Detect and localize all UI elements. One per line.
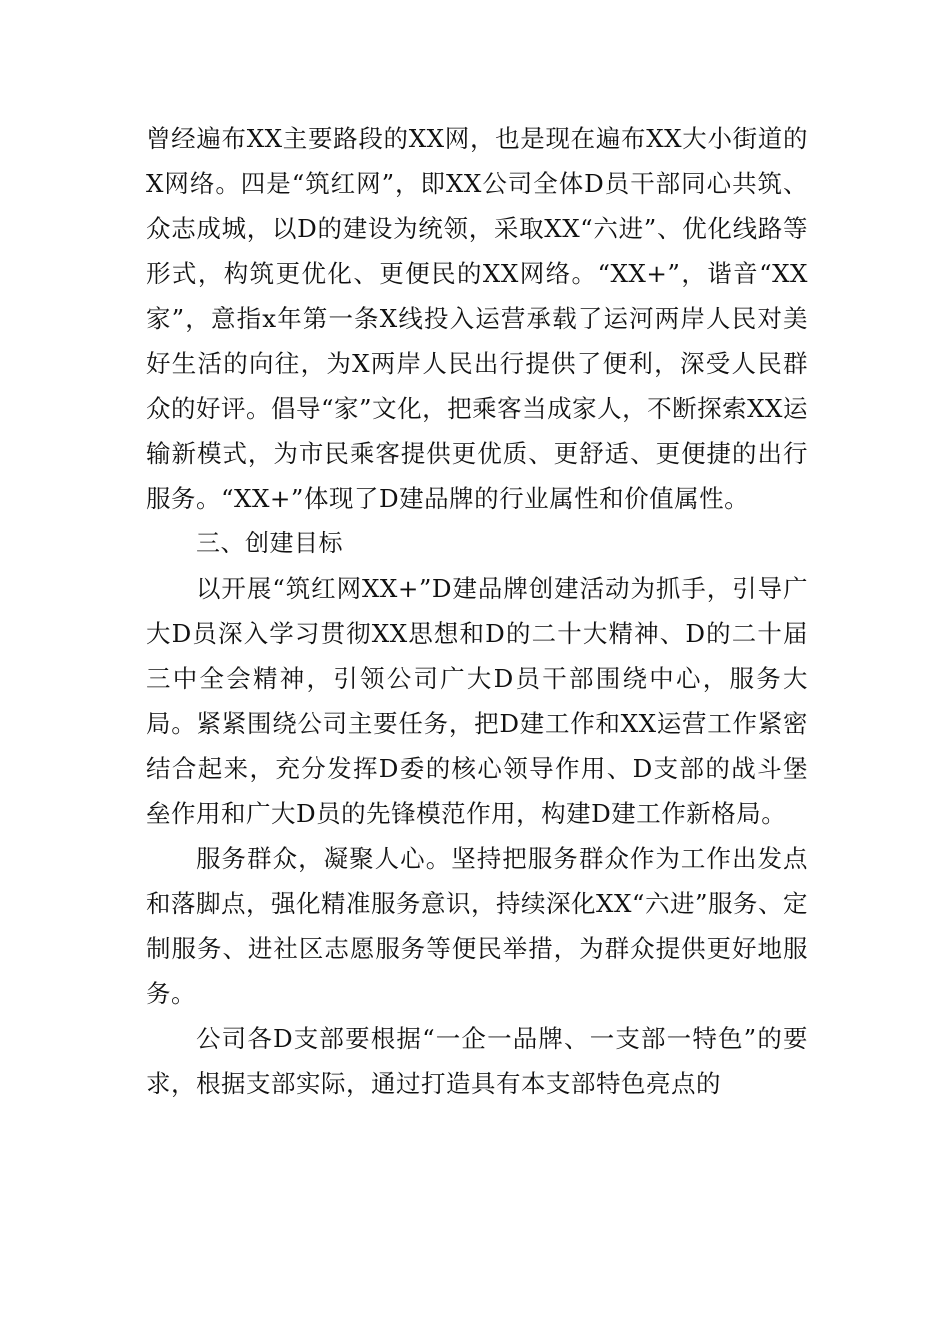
document-body xyxy=(146,116,808,1106)
section-heading: 三、创建目标 xyxy=(196,529,343,557)
paragraph-continued: 曾经遍布XX主要路段的XX网，也是现在遍布XX大小街道的X网络。四是“筑红网”，即XX公司全体D员干部同心共筑、众志成城，以D的建设为统领，采取XX“六进”、优化线路等形式，构筑更优化、更便民的XX网络。“XX+”，谐音“XX家”，意指x年第一条X线投入运营承载了运河两岸人民对美好生活的向往，为X两岸人民出行提供了便利，深受人民群众的好评。倡导“家”文化，把乘客当成家人，不断探索XX运输新模式，为市民乘客提供更优质、更舒适、更便捷的出行服务。“XX+”体现了D建品牌的行业属性和价值属性。 xyxy=(146,124,808,513)
paragraph-serve-masses: 服务群众，凝聚人心。坚持把服务群众作为工作出发点和落脚点，强化精准服务意识，持续深化XX“六进”服务、定制服务、进社区志愿服务等便民举措，为群众提供更好地服务。 xyxy=(146,844,808,1008)
paragraph-goal-intro: 以开展“筑红网XX+”D建品牌创建活动为抓手，引导广大D员深入学习贯彻XX思想和D的二十大精神、D的二十届三中全会精神，引领公司广大D员干部围绕中心，服务大局。紧紧围绕公司主要任务，把D建工作和XX运营工作紧密结合起来，充分发挥D委的核心领导作用、D支部的战斗堡垒作用和广大D员的先锋模范作用，构建D建工作新格局。 xyxy=(146,574,808,828)
paragraph-branch-requirements: 公司各D支部要根据“一企一品牌、一支部一特色”的要求，根据支部实际，通过打造具有本支部特色亮点的 xyxy=(146,1024,808,1098)
